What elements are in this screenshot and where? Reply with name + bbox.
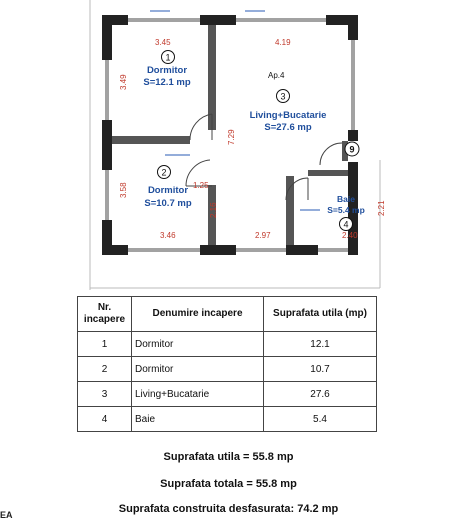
row-2-area: 10.7 <box>264 357 377 382</box>
table-row <box>78 407 377 432</box>
room-2-label <box>144 166 191 210</box>
dim-2-40: 2.40 <box>342 231 358 240</box>
room-2-number: 2 <box>161 167 167 178</box>
header-name: Denumire incapere <box>132 297 264 332</box>
dim-3-49: 3.49 <box>119 74 128 90</box>
row-4-area: 5.4 <box>264 407 377 432</box>
row-1-name: Dormitor <box>132 332 264 357</box>
stamp-fragment: EA <box>0 510 13 520</box>
dim-2-97: 2.97 <box>255 231 271 240</box>
room-4-label <box>327 194 365 231</box>
row-4-nr: 4 <box>78 407 132 432</box>
room-3-area: S=27.6 mp <box>264 122 312 133</box>
room-1-name: Dormitor <box>146 65 188 76</box>
room-3-number: 3 <box>280 91 286 102</box>
room-4-number: 4 <box>343 219 349 230</box>
row-3-area: 27.6 <box>264 382 377 407</box>
total-construita: Suprafata construita desfasurata: 74.2 mp <box>118 503 339 515</box>
table-row <box>78 332 377 357</box>
dim-7-29: 7.29 <box>227 129 236 145</box>
dim-1-25: 1.25 <box>193 181 209 190</box>
room-1-area: S=12.1 mp <box>143 77 191 88</box>
room-1-label <box>143 51 190 89</box>
dim-4-19: 4.19 <box>275 38 291 47</box>
dim-3-45: 3.45 <box>155 38 171 47</box>
header-nr: Nr. incapere <box>78 297 132 332</box>
row-3-name: Living+Bucatarie <box>132 382 264 407</box>
table-header-row <box>78 297 377 332</box>
room-4-area: S=5.4 mp <box>327 205 365 215</box>
dim-3-58: 3.58 <box>119 182 128 198</box>
room-3-label <box>250 90 327 134</box>
total-totala: Suprafata totala = 55.8 mp <box>160 478 297 490</box>
row-4-name: Baie <box>132 407 264 432</box>
room-3-name: Living+Bucatarie <box>249 110 327 121</box>
dim-2-21: 2.21 <box>377 200 386 216</box>
dim-2-16: 2.16 <box>209 202 218 218</box>
room-4-name: Baie <box>337 194 355 204</box>
row-1-nr: 1 <box>78 332 132 357</box>
row-2-name: Dormitor <box>132 357 264 382</box>
row-2-nr: 2 <box>78 357 132 382</box>
room-2-name: Dormitor <box>147 185 189 196</box>
marker-9 <box>345 142 359 156</box>
total-utila: Suprafata utila = 55.8 mp <box>163 451 294 463</box>
apartment-label: Ap.4 <box>268 71 285 80</box>
row-1-area: 12.1 <box>264 332 377 357</box>
dim-3-46: 3.46 <box>160 231 176 240</box>
table-row <box>78 357 377 382</box>
table-row <box>78 382 377 407</box>
rooms-table <box>77 296 377 432</box>
row-3-nr: 3 <box>78 382 132 407</box>
room-2-area: S=10.7 mp <box>144 198 192 209</box>
marker-9-label: 9 <box>349 144 355 155</box>
room-1-number: 1 <box>165 52 171 63</box>
header-area: Suprafata utila (mp) <box>264 297 377 332</box>
